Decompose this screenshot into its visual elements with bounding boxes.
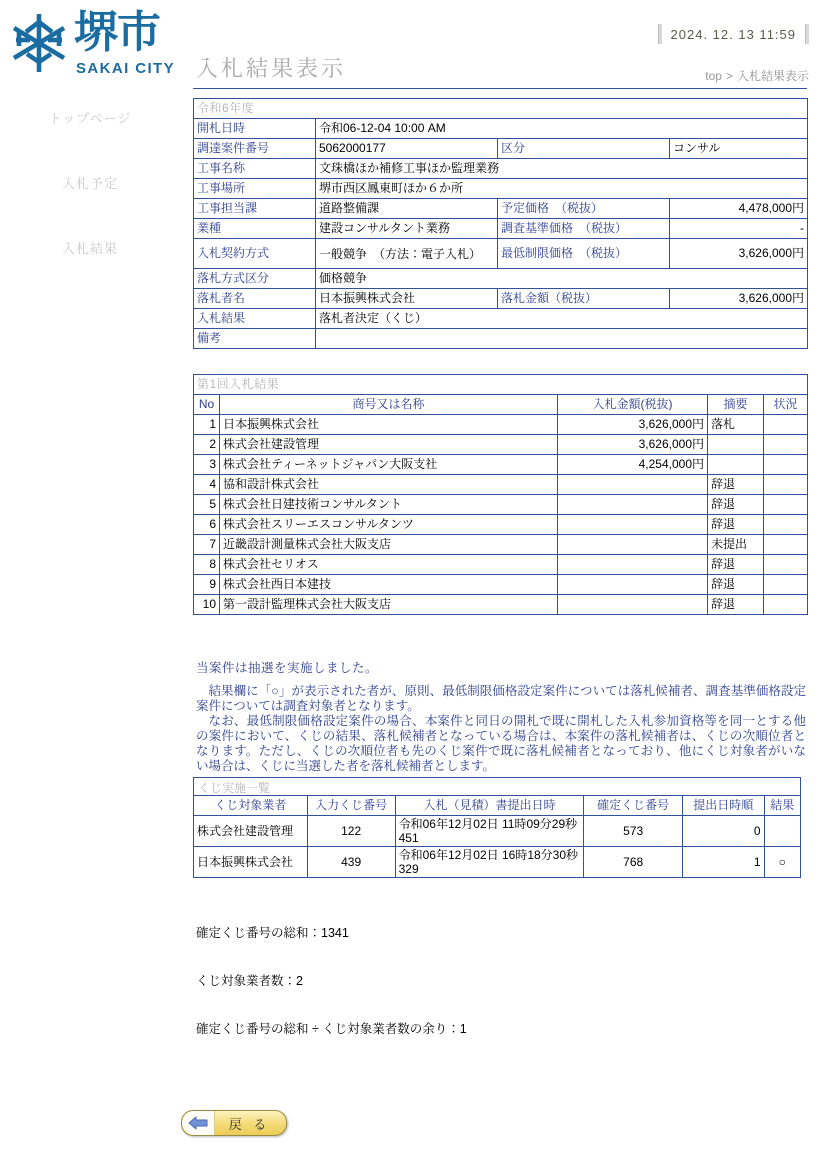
table-row (194, 847, 801, 878)
logo-roman-text: SAKAI CITY (76, 60, 176, 77)
bid-section-title: 第1回入札結果 (194, 375, 808, 395)
sidebar-item-top-page[interactable]: トップページ (48, 111, 132, 126)
survey-price-value: - (670, 219, 808, 239)
kuji-row-order: 1 (683, 847, 765, 878)
bid-row-no: 8 (194, 555, 220, 575)
bid-row-amount: 3,626,000円 (558, 415, 708, 435)
bid-row-summary: 落札 (708, 415, 764, 435)
table-row (194, 435, 808, 455)
bid-row-status (764, 475, 808, 495)
table-row (194, 375, 808, 395)
summary-line-count: くじ対象業者数：2 (196, 974, 303, 988)
bid-row-company: 株式会社西日本建技 (220, 575, 558, 595)
col-header-status: 状況 (764, 395, 808, 415)
bid-row-no: 4 (194, 475, 220, 495)
table-row (194, 595, 808, 615)
table-row (194, 219, 808, 239)
table-row (194, 535, 808, 555)
bid-row-status (764, 415, 808, 435)
page-header (0, 0, 819, 92)
bid-row-amount (558, 515, 708, 535)
work-name-label: 工事名称 (194, 159, 316, 179)
remarks-value (316, 329, 808, 349)
planned-price-value: 4,478,000円 (670, 199, 808, 219)
bid-result-label: 入札結果 (194, 309, 316, 329)
bid-row-amount (558, 475, 708, 495)
header-divider (193, 88, 807, 89)
bid-row-status (764, 515, 808, 535)
bid-row-summary: 辞退 (708, 515, 764, 535)
kuji-col-result: 結果 (764, 796, 801, 816)
table-row (194, 495, 808, 515)
award-amount-value: 3,626,000円 (670, 289, 808, 309)
industry-label: 業種 (194, 219, 316, 239)
sidebar-item-bid-schedule[interactable]: 入札予定 (61, 176, 118, 191)
bid-row-summary: 辞退 (708, 495, 764, 515)
kuji-row-submit: 令和06年12月02日 16時18分30秒 329 (395, 847, 584, 878)
breadcrumb-separator-icon: > (725, 69, 733, 83)
winner-label: 落札者名 (194, 289, 316, 309)
sakai-city-logo (6, 8, 178, 82)
bid-row-company: 協和設計株式会社 (220, 475, 558, 495)
kuji-row-input-no: 439 (307, 847, 395, 878)
award-type-value: 価格競争 (316, 269, 808, 289)
kuji-row-fixed-no: 768 (584, 847, 683, 878)
industry-value: 建設コンサルタント業務 (316, 219, 498, 239)
bid-result-table (193, 374, 808, 615)
bid-row-status (764, 555, 808, 575)
bid-row-status (764, 595, 808, 615)
col-header-no: No (194, 395, 220, 415)
bid-row-summary: 未提出 (708, 535, 764, 555)
table-row (194, 816, 801, 847)
kuji-row-order: 0 (683, 816, 765, 847)
table-row (194, 139, 808, 159)
bid-info-table (193, 98, 808, 349)
bid-row-no: 2 (194, 435, 220, 455)
kuji-row-company: 株式会社建設管理 (194, 816, 308, 847)
bid-row-no: 5 (194, 495, 220, 515)
bid-row-no: 3 (194, 455, 220, 475)
note-paragraph-2: なお、最低制限価格設定案件の場合、本案件と同日の開札で既に開札した入札参加資格等を同一とする他の案件において、くじの結果、落札候補者となっている場合は、本案件の落札候補者は、くじの次順位者となります。ただし、くじの次順位者も先のくじ案件で既に落札候補者となっており、他にくじ対象者がいない場合は、くじに当選した者を落札候補者とします。 (196, 714, 806, 773)
bid-row-status (764, 435, 808, 455)
clock-right-bar-icon (805, 24, 809, 44)
work-name-value: 文珠橋ほか補修工事ほか監理業務 (316, 159, 808, 179)
kuji-row-fixed-no: 573 (584, 816, 683, 847)
remarks-label: 備考 (194, 329, 316, 349)
bid-row-summary: 辞退 (708, 595, 764, 615)
table-row (194, 239, 808, 269)
kuji-result-table (193, 795, 801, 878)
bid-row-summary (708, 455, 764, 475)
current-datetime: 2024. 12. 13 11:59 (670, 26, 796, 42)
bid-row-amount (558, 555, 708, 575)
bid-row-company: 株式会社ティーネットジャパン大阪支社 (220, 455, 558, 475)
table-row (194, 415, 808, 435)
kuji-col-submit: 入札（見積）書提出日時 (395, 796, 584, 816)
table-row (194, 199, 808, 219)
bid-row-summary: 辞退 (708, 575, 764, 595)
bid-row-summary: 辞退 (708, 475, 764, 495)
kuji-row-result: ○ (764, 847, 801, 878)
bid-row-summary: 辞退 (708, 555, 764, 575)
bid-row-company: 株式会社建設管理 (220, 435, 558, 455)
award-amount-label: 落札金額（税抜） (498, 289, 670, 309)
table-row (194, 119, 808, 139)
contract-label: 入札契約方式 (194, 239, 316, 269)
bid-row-amount (558, 495, 708, 515)
bid-row-company: 株式会社スリーエスコンサルタンツ (220, 515, 558, 535)
bid-row-status (764, 455, 808, 475)
bid-row-amount (558, 575, 708, 595)
page-title: 入札結果表示 (196, 56, 347, 81)
work-place-label: 工事場所 (194, 179, 316, 199)
note-paragraph-1: 結果欄に「○」が表示された者が、原則、最低制限価格設定案件については落札候補者、調査基準価格設定案件については調査対象者となります。 (196, 684, 806, 713)
table-row (194, 329, 808, 349)
bid-row-no: 10 (194, 595, 220, 615)
sidebar-item-bid-results[interactable]: 入札結果 (61, 241, 118, 256)
bid-row-no: 9 (194, 575, 220, 595)
col-header-name: 商号又は名称 (220, 395, 558, 415)
table-header-row (194, 395, 808, 415)
category-label: 区分 (498, 139, 670, 159)
case-no-value: 5062000177 (316, 139, 498, 159)
back-button[interactable] (181, 1110, 287, 1136)
bid-row-amount (558, 535, 708, 555)
kuji-summary (196, 893, 467, 1069)
kuji-col-fixed-no: 確定くじ番号 (584, 796, 683, 816)
dept-value: 道路整備課 (316, 199, 498, 219)
breadcrumb-top-link[interactable]: top (705, 69, 722, 83)
kuji-row-company: 日本振興株式会社 (194, 847, 308, 878)
left-arrow-icon (188, 1116, 208, 1130)
table-row (194, 515, 808, 535)
planned-price-label: 予定価格 （税抜） (498, 199, 670, 219)
sidebar-navigation (0, 100, 180, 261)
breadcrumb (705, 67, 809, 84)
col-header-summary: 摘要 (708, 395, 764, 415)
breadcrumb-current: 入札結果表示 (736, 69, 809, 83)
table-row (194, 269, 808, 289)
table-row (194, 179, 808, 199)
category-value: コンサル (670, 139, 808, 159)
clock-display (658, 24, 809, 44)
bid-row-company: 近畿設計測量株式会社大阪支店 (220, 535, 558, 555)
bid-row-no: 7 (194, 535, 220, 555)
winner-value: 日本振興株式会社 (316, 289, 498, 309)
bid-row-status (764, 575, 808, 595)
summary-line-total: 確定くじ番号の総和：1341 (196, 926, 349, 940)
logo-kanji-text: 堺市 (74, 7, 160, 58)
open-date-label: 開札日時 (194, 119, 316, 139)
kuji-col-order: 提出日時順 (683, 796, 765, 816)
bid-row-status (764, 535, 808, 555)
table-row (194, 159, 808, 179)
kuji-row-result (764, 816, 801, 847)
table-row (194, 555, 808, 575)
back-button-label: 戻 る (228, 1116, 271, 1132)
kuji-col-company: くじ対象業者 (194, 796, 308, 816)
kuji-row-submit: 令和06年12月02日 11時09分29秒 451 (395, 816, 584, 847)
bid-row-summary (708, 435, 764, 455)
work-place-value: 堺市西区鳳東町ほか６か所 (316, 179, 808, 199)
kuji-section-title: くじ実施一覧 (193, 777, 801, 797)
bid-row-company: 株式会社日建技術コンサルタント (220, 495, 558, 515)
bid-row-company: 第一設計監理株式会社大阪支店 (220, 595, 558, 615)
explanatory-notes (196, 684, 806, 774)
col-header-amount: 入札金額(税抜) (558, 395, 708, 415)
back-arrow-cell (182, 1111, 215, 1135)
clock-left-bar-icon (658, 24, 662, 44)
table-row (194, 99, 808, 119)
summary-line-remainder: 確定くじ番号の総和 ÷ くじ対象業者数の余り：1 (196, 1022, 467, 1036)
bid-row-amount: 3,626,000円 (558, 435, 708, 455)
case-no-label: 調達案件番号 (194, 139, 316, 159)
bid-row-company: 日本振興株式会社 (220, 415, 558, 435)
bid-row-amount (558, 595, 708, 615)
award-type-label: 落札方式区分 (194, 269, 316, 289)
open-date-value: 令和06-12-04 10:00 AM (316, 119, 808, 139)
table-row (194, 309, 808, 329)
info-section-title: 令和6年度 (194, 99, 808, 119)
sakai-snowflake-logo-icon (6, 10, 72, 76)
bid-result-value: 落札者決定（くじ） (316, 309, 808, 329)
min-price-label: 最低制限価格 （税抜） (498, 239, 670, 269)
bid-row-company: 株式会社セリオス (220, 555, 558, 575)
kuji-col-input-no: 入力くじ番号 (307, 796, 395, 816)
table-row (194, 455, 808, 475)
bid-row-no: 6 (194, 515, 220, 535)
table-header-row (194, 796, 801, 816)
dept-label: 工事担当課 (194, 199, 316, 219)
lottery-notice: 当案件は抽選を実施しました。 (196, 661, 379, 675)
table-row (194, 575, 808, 595)
survey-price-label: 調査基準価格 （税抜） (498, 219, 670, 239)
table-row (194, 289, 808, 309)
min-price-value: 3,626,000円 (670, 239, 808, 269)
bid-row-amount: 4,254,000円 (558, 455, 708, 475)
kuji-row-input-no: 122 (307, 816, 395, 847)
contract-value: 一般競争 （方法：電子入札） (316, 239, 498, 269)
bid-row-no: 1 (194, 415, 220, 435)
table-row (194, 475, 808, 495)
bid-row-status (764, 495, 808, 515)
